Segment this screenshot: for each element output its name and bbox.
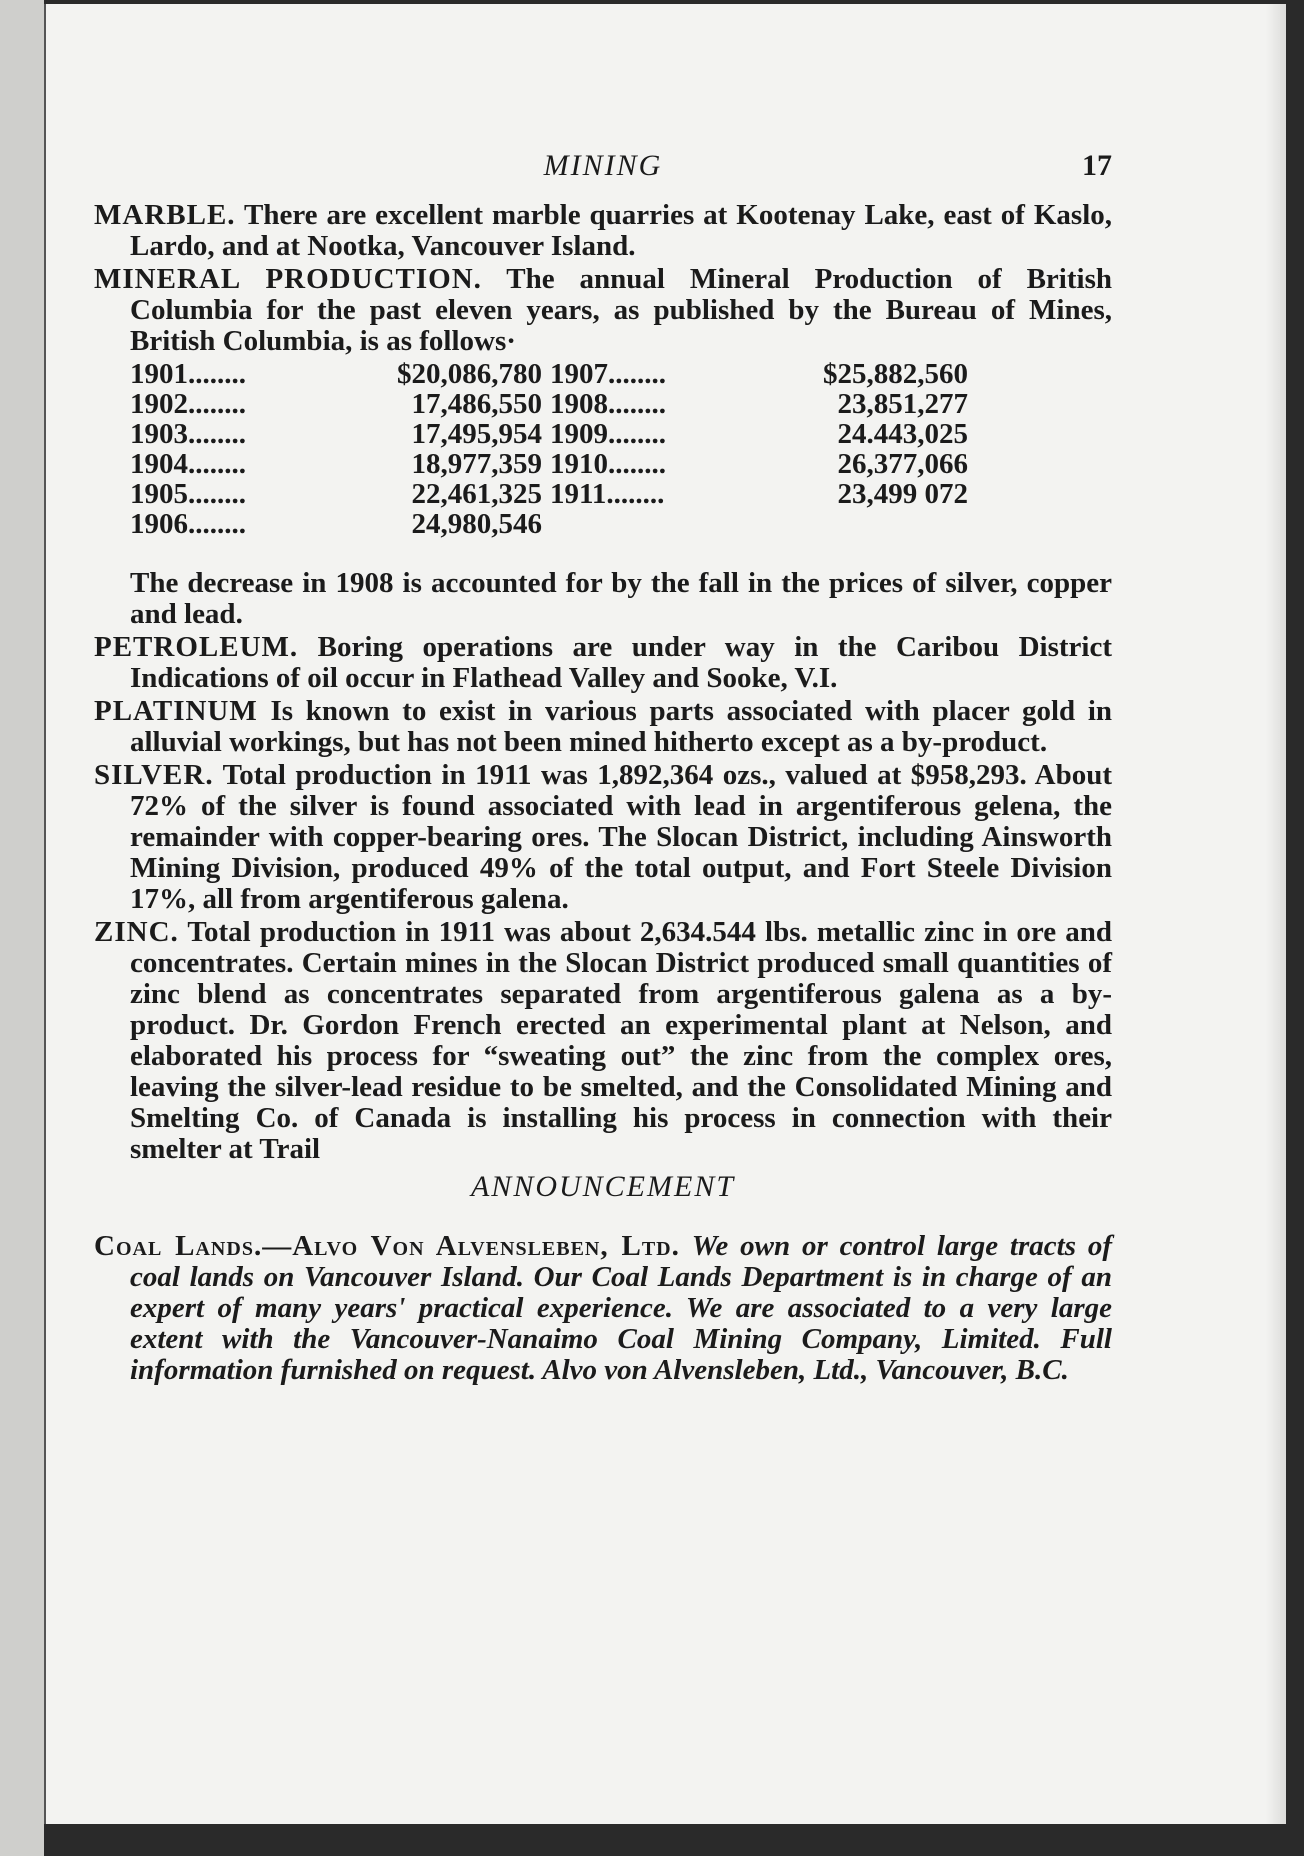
entry-text: The annual Mineral Production of British Columbia for the past eleven years, as published by the Bureau of Mines, British Columbia, is as follows·: [130, 263, 1112, 357]
value-cell: 22,461,325: [411, 478, 542, 510]
entry-platinum: [94, 696, 1112, 758]
table-row: [550, 449, 968, 479]
value-cell: 24.443,025: [837, 418, 968, 450]
table-row: [550, 479, 968, 509]
leader-dots: ........: [188, 388, 246, 420]
year-cell: 1902: [130, 388, 188, 420]
table-row: [130, 509, 542, 539]
table-row: [550, 389, 968, 419]
production-note: The decrease in 1908 is accounted for by the fall in the prices of silver, copper and lead.: [130, 567, 1112, 630]
year-cell: 1909: [550, 418, 608, 450]
leader-dots: ........: [188, 448, 246, 480]
page-number: 17: [1082, 149, 1112, 182]
year-cell: 1904: [130, 448, 188, 480]
entry-text: Boring operations are under way in the Caribou District Indications of oil occur in Flathead Valley and Sooke, V.I.: [130, 631, 1112, 694]
leader-dots: ........: [608, 448, 666, 480]
running-title: MINING: [543, 149, 663, 182]
leader-dots: ........: [608, 388, 666, 420]
table-row: [550, 419, 968, 449]
year-cell: 1907: [550, 358, 608, 390]
entry-text: There are excellent marble quarries at Kootenay Lake, east of Kaslo, Lardo, and at Nootka, Vancouver Island.: [130, 199, 1112, 262]
leader-dots: ........: [608, 358, 666, 390]
entry-petroleum: [94, 632, 1112, 694]
announcement-lead: Coal Lands.—Alvo Von Alvensleben, Ltd.: [94, 1230, 680, 1262]
table-row: [130, 359, 542, 389]
year-cell: 1908: [550, 388, 608, 420]
value-cell: $25,882,560: [823, 358, 968, 390]
entry-heading: PETROLEUM.: [94, 631, 299, 663]
year-cell: 1901: [130, 358, 188, 390]
leader-dots: ........: [606, 478, 665, 510]
table-row: [130, 449, 542, 479]
year-cell: 1905: [130, 478, 188, 510]
value-cell: 26,377,066: [837, 448, 968, 480]
table-row: [130, 479, 542, 509]
leader-dots: ........: [608, 418, 666, 450]
leader-dots: ........: [188, 478, 246, 510]
entry-marble: [94, 200, 1112, 262]
value-cell: 17,495,954: [411, 418, 542, 450]
value-cell: 23,499 072: [837, 478, 968, 510]
entry-heading: ZINC.: [94, 916, 179, 948]
value-cell: 23,851,277: [837, 388, 968, 420]
entry-text: Is known to exist in various parts associated with placer gold in alluvial workings, but has not been mined hitherto except as a by-product.: [130, 695, 1113, 758]
entry-mineral-production: [94, 264, 1112, 357]
announcement-title: ANNOUNCEMENT: [470, 1170, 736, 1203]
production-column-left: [130, 359, 550, 539]
year-cell: 1903: [130, 418, 188, 450]
entry-heading: PLATINUM: [94, 695, 258, 727]
production-table: [130, 359, 1112, 539]
leader-dots: ........: [188, 358, 246, 390]
entry-silver: [94, 760, 1112, 915]
entry-zinc: [94, 917, 1112, 1165]
entry-heading: MARBLE.: [94, 199, 236, 231]
year-cell: 1906: [130, 508, 188, 540]
value-cell: 17,486,550: [411, 388, 542, 420]
value-cell: 18,977,359: [411, 448, 542, 480]
value-cell: $20,086,780: [397, 358, 542, 390]
running-header: [94, 150, 1112, 194]
leader-dots: ........: [188, 418, 246, 450]
page-content: [94, 150, 1112, 1415]
announcement-body: [94, 1231, 1112, 1386]
entry-text: Total production in 1911 was 1,892,364 ozs., valued at $958,293. About 72% of the silver is found associated with lead in argentiferous gelena, the remainder with copper-bearing ores. The Slocan District, including Ainsworth Mining Division, produced 49% of the total output, and Fort Steele Division 17%, all from argentiferous galena.: [130, 759, 1112, 915]
year-cell: 1911: [550, 478, 607, 510]
table-row: [130, 389, 542, 419]
leader-dots: ........: [188, 508, 246, 540]
table-row: [130, 419, 542, 449]
entry-text: Total production in 1911 was about 2,634.544 lbs. metallic zinc in ore and concentrates. Certain mines in the Slocan District produced small quantities of zinc blend as concentrates separated from argentiferous galena as a by-product. Dr. Gordon French erected an experimental plant at Nelson, and elaborated his process for “sweating out” the zinc from the complex ores, leaving the silver-lead residue to be smelted, and the Consolidated Mining and Smelting Co. of Canada is installing his process in connection with their smelter at Trail: [130, 916, 1112, 1165]
announcement-text: We own or control large tracts of coal lands on Vancouver Island. Our Coal Lands Department is in charge of an expert of many years' practical experience. We are associated to a very large extent with the Vancouver-Nanaimo Coal Mining Company, Limited. Full information furnished on request. Alvo von Alvensleben, Ltd., Vancouver, B.C.: [130, 1230, 1113, 1386]
page-edge-shadow: [1266, 4, 1286, 1824]
production-column-right: [550, 359, 1060, 539]
value-cell: 24,980,546: [411, 508, 542, 540]
entry-heading: SILVER.: [94, 759, 214, 791]
book-binding: [0, 0, 47, 1856]
table-row: [550, 359, 968, 389]
entry-heading: MINERAL PRODUCTION.: [94, 263, 482, 295]
year-cell: 1910: [550, 448, 608, 480]
